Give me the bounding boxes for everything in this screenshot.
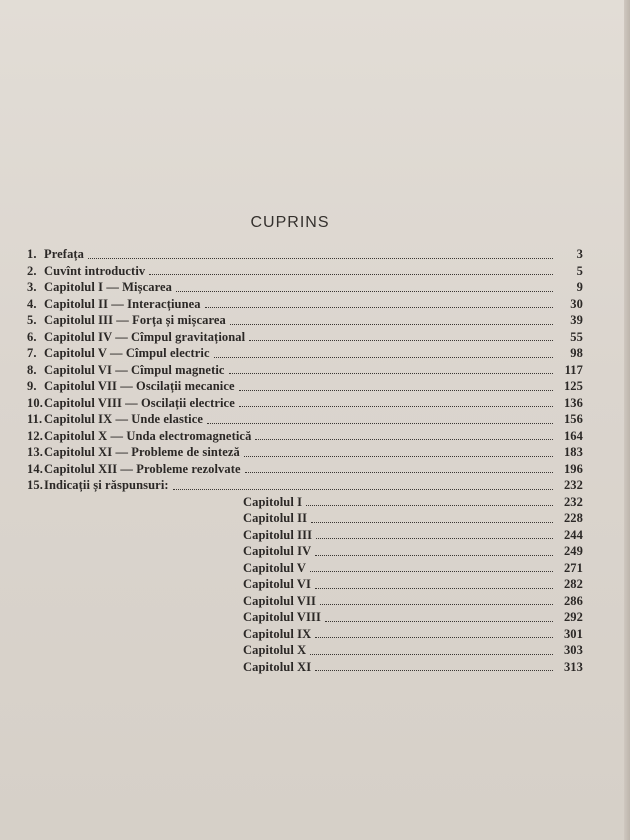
entry-title: Capitolul VII — Oscilații mecanice [44, 379, 235, 393]
entry-number: 13. [27, 445, 43, 459]
entry-number: 8. [27, 362, 37, 377]
entry-page: 125 [563, 379, 583, 393]
toc-entry [27, 462, 583, 479]
toc-entry [27, 412, 583, 429]
entry-page: 39 [570, 313, 583, 327]
dot-leader [239, 406, 553, 407]
entry-number: 9. [27, 379, 37, 393]
dot-leader [306, 505, 553, 506]
dot-leader [325, 621, 553, 622]
toc-entry [27, 396, 583, 413]
sub-entry-page: 249 [563, 544, 583, 558]
sub-entry-page: 271 [563, 560, 583, 575]
sub-entry-page: 228 [563, 511, 583, 525]
sub-entry-page: 232 [563, 494, 583, 509]
toc-sub-entry [27, 627, 583, 644]
toc-sub-entry [27, 511, 583, 528]
entry-title: Capitolul VI — Cîmpul magnetic [44, 362, 225, 377]
dot-leader [310, 571, 553, 572]
toc-sub-entry [27, 660, 583, 677]
entry-title: Cuvînt introductiv [44, 263, 146, 278]
entry-number: 3. [27, 280, 37, 294]
entry-page: 98 [570, 346, 583, 360]
toc-entry [27, 297, 583, 314]
sub-entry-title: Capitolul III [243, 527, 313, 542]
dot-leader [173, 489, 553, 490]
sub-entry-page: 303 [563, 643, 583, 657]
entry-number: 2. [27, 263, 37, 278]
sub-entry-page: 286 [563, 593, 583, 608]
entry-title: Capitolul IV — Cîmpul gravitațional [44, 329, 246, 344]
entry-title: Capitolul VIII — Oscilații electrice [44, 395, 235, 410]
sub-entry-title: Capitolul XI [243, 659, 312, 674]
toc-sub-entry [27, 610, 583, 627]
entry-number: 11. [27, 412, 43, 426]
toc-entry [27, 379, 583, 396]
dot-leader [214, 357, 553, 358]
dot-leader [315, 588, 553, 589]
toc-sub-entry [27, 495, 583, 512]
entry-number: 10. [27, 395, 43, 410]
dot-leader [176, 291, 553, 292]
sub-entry-title: Capitolul IX [243, 626, 312, 641]
entry-title: Capitolul I — Mișcarea [44, 280, 173, 294]
dot-leader [315, 555, 553, 556]
entry-number: 6. [27, 329, 37, 344]
toc-entry [27, 429, 583, 446]
sub-entry-page: 313 [563, 659, 583, 674]
sub-entry-title: Capitolul VII [243, 593, 316, 608]
toc-sub-entry [27, 577, 583, 594]
entry-page: 3 [576, 247, 583, 261]
entry-page: 136 [563, 395, 583, 410]
entry-page: 55 [570, 329, 583, 344]
dot-leader [149, 274, 553, 275]
toc-entry [27, 363, 583, 380]
sub-entry-title: Capitolul I [243, 494, 303, 509]
dot-leader [88, 258, 553, 259]
toc-sub-entry [27, 594, 583, 611]
entry-number: 1. [27, 247, 37, 261]
entry-number: 12. [27, 428, 43, 443]
entry-number: 14. [27, 461, 43, 476]
entry-page: 30 [570, 296, 583, 311]
sub-entry-title: Capitolul X [243, 643, 307, 657]
dot-leader [310, 654, 553, 655]
toc-sub-entry [27, 561, 583, 578]
dot-leader [311, 522, 553, 523]
entry-page: 9 [576, 280, 583, 294]
dot-leader [229, 373, 553, 374]
dot-leader [245, 472, 553, 473]
dot-leader [207, 423, 553, 424]
sub-entry-title: Capitolul VIII [243, 610, 321, 624]
entry-title: Capitolul XII — Probleme rezolvate [44, 461, 241, 476]
sub-entry-page: 282 [563, 577, 583, 591]
entry-title: Capitolul X — Unda electromagnetică [44, 428, 252, 443]
dot-leader [315, 637, 553, 638]
sub-entry-page: 292 [563, 610, 583, 624]
dot-leader [255, 439, 553, 440]
toc-entry [27, 313, 583, 330]
sub-entry-title: Capitolul V [243, 560, 307, 575]
entry-page: 117 [564, 362, 583, 377]
entry-number: 5. [27, 313, 37, 327]
entry-title: Capitolul XI — Probleme de sinteză [44, 445, 240, 459]
sub-entry-page: 301 [563, 626, 583, 641]
dot-leader [205, 307, 553, 308]
entry-title: Prefața [44, 247, 85, 261]
dot-leader [244, 456, 553, 457]
toc-entry [27, 280, 583, 297]
entry-page: 232 [563, 478, 583, 492]
sub-entry-title: Capitolul IV [243, 544, 312, 558]
sub-entry-title: Capitolul II [243, 511, 308, 525]
entry-page: 156 [563, 412, 583, 426]
entry-title: Capitolul IX — Unde elastice [44, 412, 204, 426]
toc-sub-entry [27, 528, 583, 545]
dot-leader [230, 324, 553, 325]
sub-entry-title: Capitolul VI [243, 577, 312, 591]
dot-leader [239, 390, 553, 391]
entry-page: 164 [563, 428, 583, 443]
dot-leader [249, 340, 553, 341]
entry-number: 7. [27, 346, 37, 360]
entry-title: Capitolul II — Interacțiunea [44, 296, 201, 311]
dot-leader [320, 604, 553, 605]
entry-page: 196 [563, 461, 583, 476]
toc-entry [27, 346, 583, 363]
entry-number: 15. [27, 478, 43, 492]
entry-page: 5 [576, 263, 583, 278]
toc-entry [27, 247, 583, 264]
toc-sub-entry [27, 544, 583, 561]
table-of-contents [27, 247, 583, 676]
entry-page: 183 [563, 445, 583, 459]
page-edge [624, 0, 630, 840]
entry-title: Capitolul V — Cîmpul electric [44, 346, 210, 360]
page-title: CUPRINS [250, 214, 330, 231]
toc-entry [27, 445, 583, 462]
entry-title: Indicații și răspunsuri: [44, 478, 169, 492]
entry-number: 4. [27, 296, 37, 311]
toc-entry [27, 330, 583, 347]
toc-entry [27, 478, 583, 495]
sub-entry-page: 244 [563, 527, 583, 542]
dot-leader [315, 670, 553, 671]
dot-leader [316, 538, 553, 539]
toc-sub-entry [27, 643, 583, 660]
toc-entry [27, 264, 583, 281]
entry-title: Capitolul III — Forța și mișcarea [44, 313, 226, 327]
